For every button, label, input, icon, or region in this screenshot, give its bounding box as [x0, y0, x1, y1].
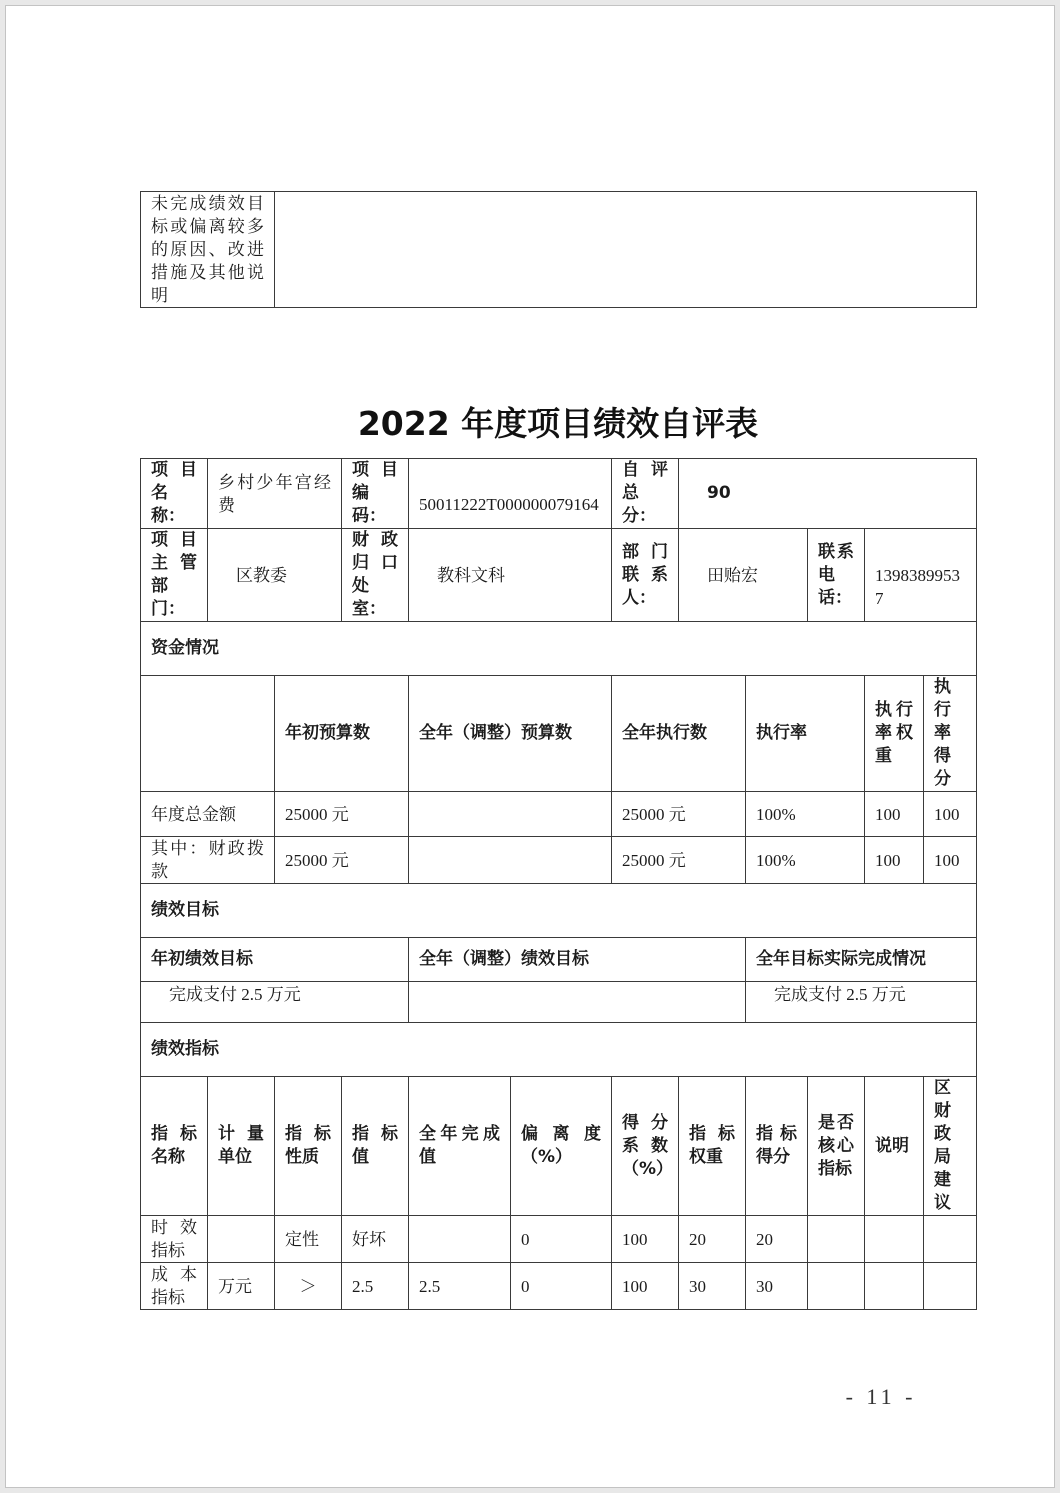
finance-office-value: 教科文科	[409, 529, 612, 622]
goals-header-row	[141, 938, 977, 982]
unfinished-goals-label: 未完成绩效目标或偏离较多的原因、改进措施及其他说明	[141, 192, 275, 308]
goals-section-title: 绩效目标	[141, 884, 977, 938]
indicators-section-title: 绩效指标	[141, 1023, 977, 1077]
funds-execution-rate: 100%	[746, 792, 865, 837]
funds-section-row	[141, 622, 977, 676]
funds-executed: 25000 元	[612, 837, 746, 884]
funds-executed: 25000 元	[612, 792, 746, 837]
indicator-notes	[865, 1216, 924, 1263]
funds-header-adjusted-budget: 全年（调整）预算数	[409, 676, 612, 792]
page-title: 2022 年度项目绩效自评表	[357, 404, 759, 443]
indicator-deviation: 0	[511, 1263, 612, 1310]
page-number: - 11 -	[845, 1384, 917, 1409]
goals-header-actual: 全年目标实际完成情况	[746, 938, 977, 982]
funds-header-row	[141, 676, 977, 792]
project-info-row	[141, 459, 977, 529]
self-evaluation-table	[140, 458, 977, 1310]
funds-rate-score: 100	[924, 792, 977, 837]
funds-adjusted-budget	[409, 837, 612, 884]
indicator-header-nature: 指标性质	[275, 1077, 342, 1216]
project-name-value: 乡村少年宫经费	[208, 459, 342, 529]
indicator-name: 成本指标	[141, 1263, 208, 1310]
indicator-value: 2.5	[342, 1263, 409, 1310]
indicator-header-weight: 指标权重	[679, 1077, 746, 1216]
unfinished-goals-row	[141, 192, 977, 308]
indicator-row	[141, 1263, 977, 1310]
department-value: 区教委	[208, 529, 342, 622]
funds-row-label: 年度总金额	[141, 792, 275, 837]
indicator-deviation: 0	[511, 1216, 612, 1263]
self-score-value: 90	[679, 459, 977, 529]
indicator-core	[808, 1216, 865, 1263]
finance-office-label: 财政归口处室：	[342, 529, 409, 622]
funds-header-initial-budget: 年初预算数	[275, 676, 409, 792]
indicator-header-annual-completion: 全年完成值	[409, 1077, 511, 1216]
goals-header-adjusted: 全年（调整）绩效目标	[409, 938, 746, 982]
funds-header-rate-score: 执行率得分	[924, 676, 977, 792]
funds-initial-budget: 25000 元	[275, 792, 409, 837]
indicator-header-finance-advice: 区财政局建议	[924, 1077, 977, 1216]
funds-rate-weight: 100	[865, 837, 924, 884]
project-name-label: 项目名称：	[141, 459, 208, 529]
indicator-header-value: 指标值	[342, 1077, 409, 1216]
indicator-header-notes: 说明	[865, 1077, 924, 1216]
indicator-weight: 30	[679, 1263, 746, 1310]
indicator-annual-completion: 2.5	[409, 1263, 511, 1310]
indicator-header-name: 指标名称	[141, 1077, 208, 1216]
project-code-label: 项目编码：	[342, 459, 409, 529]
funds-header-rate-weight: 执行率权重	[865, 676, 924, 792]
goals-adjusted-value	[409, 982, 746, 1023]
contact-person-label: 部门联系人：	[612, 529, 679, 622]
indicator-header-score: 指标得分	[746, 1077, 808, 1216]
goals-header-initial: 年初绩效目标	[141, 938, 409, 982]
self-score-label: 自评总分：	[612, 459, 679, 529]
contact-person-value: 田贻宏	[679, 529, 808, 622]
funds-row-label: 其中：财政拨款	[141, 837, 275, 884]
indicator-annual-completion	[409, 1216, 511, 1263]
funds-rate-weight: 100	[865, 792, 924, 837]
indicator-core	[808, 1263, 865, 1310]
goals-section-row	[141, 884, 977, 938]
funds-header-execution-rate: 执行率	[746, 676, 865, 792]
project-code-value: 50011222T000000079164	[409, 459, 612, 529]
unfinished-goals-table	[140, 191, 977, 308]
indicator-finance-advice	[924, 1263, 977, 1310]
indicator-header-deviation: 偏离度（%）	[511, 1077, 612, 1216]
indicator-score-coefficient: 100	[612, 1216, 679, 1263]
indicators-header-row	[141, 1077, 977, 1216]
indicator-notes	[865, 1263, 924, 1310]
funds-row	[141, 837, 977, 884]
indicator-nature: 定性	[275, 1216, 342, 1263]
indicator-unit	[208, 1216, 275, 1263]
indicator-name: 时效指标	[141, 1216, 208, 1263]
indicator-row	[141, 1216, 977, 1263]
funds-section-title: 资金情况	[141, 622, 977, 676]
indicator-weight: 20	[679, 1216, 746, 1263]
funds-header-blank	[141, 676, 275, 792]
department-info-row	[141, 529, 977, 622]
department-label: 项目主管部门：	[141, 529, 208, 622]
goals-initial-value: 完成支付 2.5 万元	[141, 982, 409, 1023]
phone-label: 联系电话：	[808, 529, 865, 622]
indicator-score-coefficient: 100	[612, 1263, 679, 1310]
funds-adjusted-budget	[409, 792, 612, 837]
indicator-finance-advice	[924, 1216, 977, 1263]
indicator-score: 20	[746, 1216, 808, 1263]
unfinished-goals-value	[275, 192, 977, 308]
funds-rate-score: 100	[924, 837, 977, 884]
indicator-value: 好坏	[342, 1216, 409, 1263]
indicator-header-core: 是否核心指标	[808, 1077, 865, 1216]
phone-value: 13983899537	[865, 529, 977, 622]
indicator-unit: 万元	[208, 1263, 275, 1310]
indicator-nature: ＞	[275, 1263, 342, 1310]
funds-execution-rate: 100%	[746, 837, 865, 884]
indicator-score: 30	[746, 1263, 808, 1310]
goals-value-row	[141, 982, 977, 1023]
indicator-header-score-coefficient: 得分系数（%）	[612, 1077, 679, 1216]
indicators-section-row	[141, 1023, 977, 1077]
indicator-header-unit: 计量单位	[208, 1077, 275, 1216]
funds-header-executed: 全年执行数	[612, 676, 746, 792]
goals-actual-value: 完成支付 2.5 万元	[746, 982, 977, 1023]
funds-row	[141, 792, 977, 837]
funds-initial-budget: 25000 元	[275, 837, 409, 884]
